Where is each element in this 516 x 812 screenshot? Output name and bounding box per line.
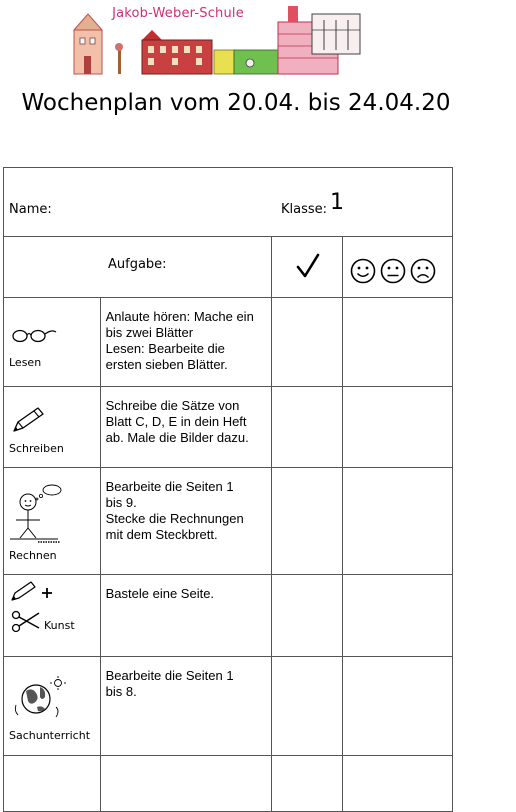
name-label: Name: (9, 202, 52, 217)
empty-task-row (4, 756, 453, 812)
task-line: Blatt C, D, E in dein Heft (105, 414, 247, 429)
weekly-plan-table (3, 167, 453, 812)
subject-cell (4, 657, 101, 756)
rating-column-header (343, 237, 453, 298)
subject-label: Lesen (9, 356, 42, 369)
task-line: Bearbeite die Seiten 1 (105, 479, 234, 494)
done-checkbox-cell[interactable] (271, 298, 342, 387)
task-line: ersten sieben Blätter. (105, 357, 228, 372)
task-line: Anlaute hören: Mache ein (105, 309, 254, 324)
task-header-label: Aufgabe: (108, 257, 167, 272)
task-text (100, 657, 271, 756)
task-line: Stecke die Rechnungen (105, 511, 244, 526)
sad-face-icon (412, 260, 435, 283)
task-row (4, 575, 453, 657)
done-checkbox-cell[interactable] (271, 575, 342, 657)
subject-label: Rechnen (9, 549, 57, 562)
task-header-cell (4, 237, 272, 298)
task-row (4, 298, 453, 387)
task-line: ab. Male die Bilder dazu. (105, 430, 249, 445)
done-checkbox-cell[interactable] (271, 657, 342, 756)
subject-cell (4, 468, 101, 575)
task-row (4, 657, 453, 756)
subject-label: Kunst (44, 619, 75, 632)
school-logo (68, 0, 378, 80)
task-row (4, 387, 453, 468)
rating-cell[interactable] (343, 575, 453, 657)
task-text (100, 468, 271, 575)
task-line: bis 9. (105, 495, 137, 510)
rating-cell[interactable] (343, 468, 453, 575)
task-line: Schreibe die Sätze von (105, 398, 240, 413)
class-label: Klasse: (281, 202, 328, 217)
school-name: Jakob-Weber-Schule (112, 6, 244, 21)
pencil-icon (10, 405, 46, 435)
task-line: mit dem Steckbrett. (105, 527, 218, 542)
task-text (100, 387, 271, 468)
thinking-figure-icon (8, 482, 68, 548)
rating-cell[interactable] (343, 756, 453, 812)
rating-cell[interactable] (343, 387, 453, 468)
rating-cell[interactable] (343, 657, 453, 756)
name-row (4, 168, 453, 237)
rating-cell[interactable] (343, 298, 453, 387)
done-checkbox-cell[interactable] (271, 468, 342, 575)
task-text[interactable] (100, 756, 271, 812)
done-checkbox-cell[interactable] (271, 756, 342, 812)
neutral-face-icon (382, 260, 405, 283)
subject-cell (4, 575, 101, 657)
task-line: bis 8. (105, 684, 137, 699)
name-cell[interactable] (4, 168, 453, 237)
subject-label: Sachunterricht (9, 729, 91, 742)
task-line: bis zwei Blätter (105, 325, 194, 340)
task-row (4, 468, 453, 575)
glasses-icon (8, 324, 58, 344)
task-line: Lesen: Bearbeite die (105, 341, 225, 356)
subject-cell (4, 298, 101, 387)
task-text (100, 298, 271, 387)
class-value: 1 (330, 190, 344, 215)
checkmark-icon (272, 237, 343, 293)
done-checkbox-cell[interactable] (271, 387, 342, 468)
happy-face-icon (352, 260, 375, 283)
subject-label: Schreiben (9, 442, 64, 455)
globe-icon (12, 675, 70, 721)
done-column-header (271, 237, 342, 298)
subject-cell (4, 387, 101, 468)
page-title: Wochenplan vom 20.04. bis 24.04.20 (21, 90, 451, 116)
task-line: Bearbeite die Seiten 1 (105, 668, 234, 683)
task-header-row (4, 237, 453, 298)
task-line: Bastele eine Seite. (105, 586, 215, 601)
task-text (100, 575, 271, 657)
subject-cell[interactable] (4, 756, 101, 812)
